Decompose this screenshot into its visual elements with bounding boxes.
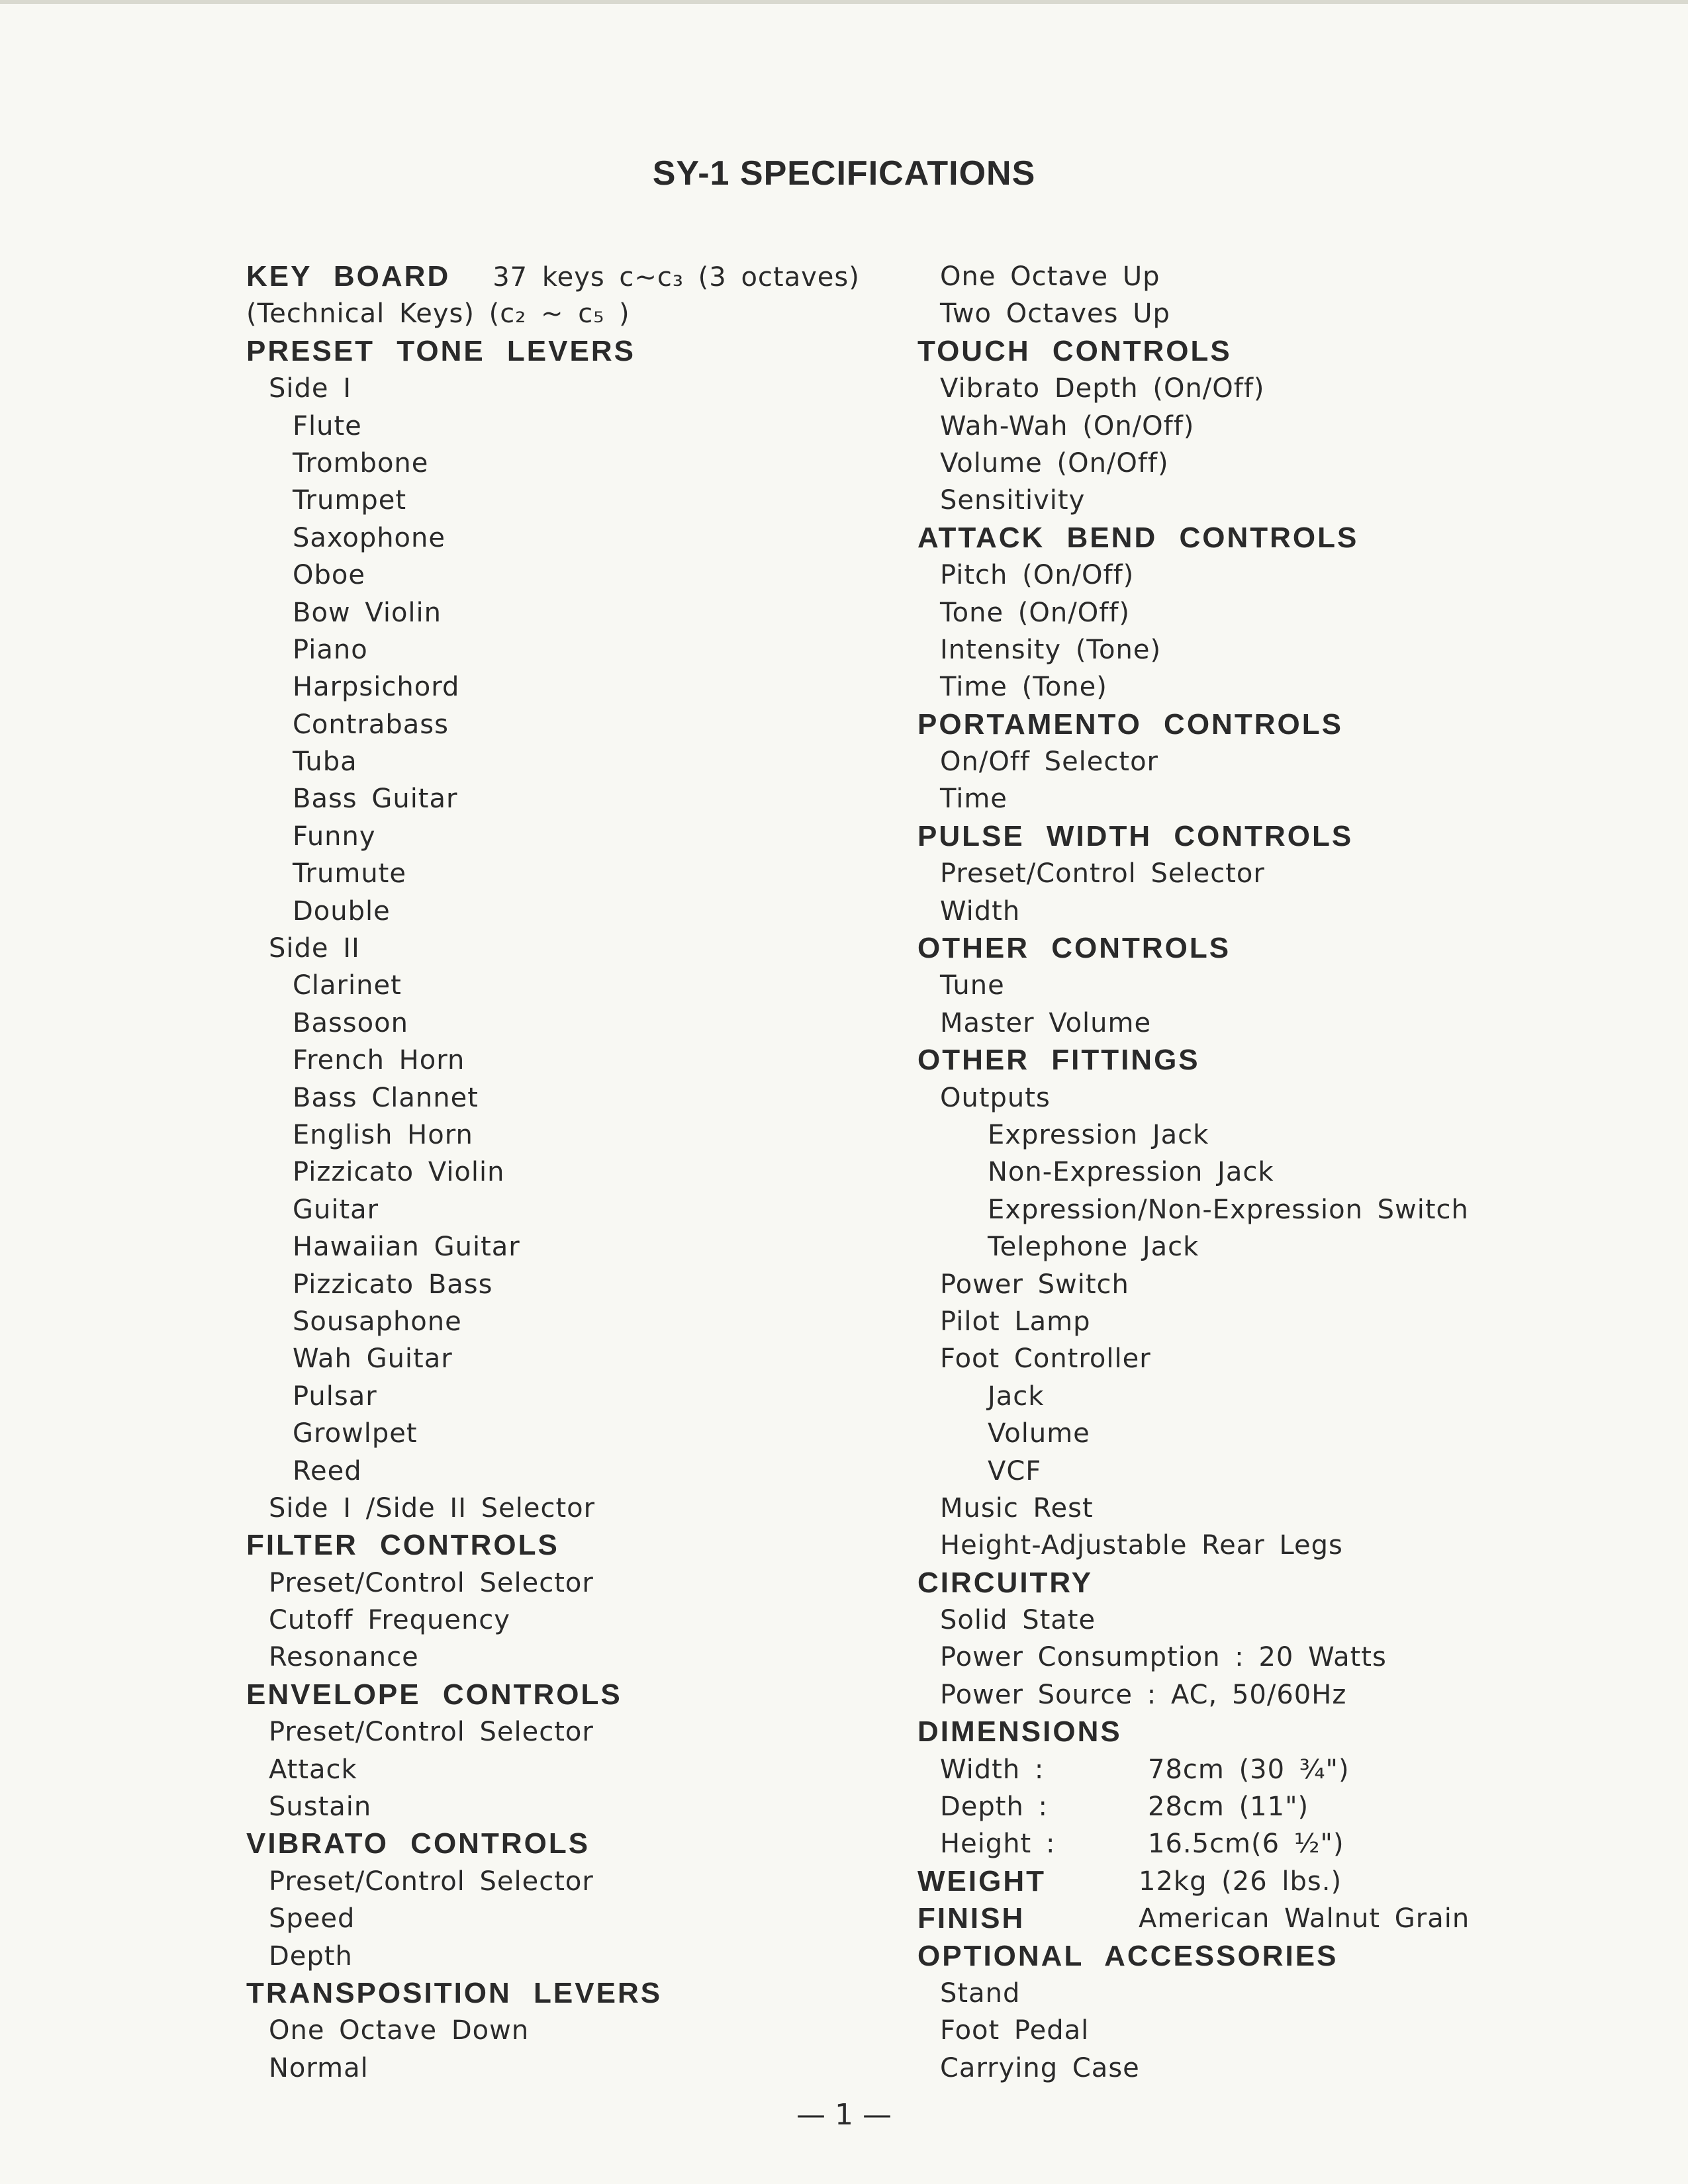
spec-item-tone-on-off: Tone (On/Off) (940, 597, 1130, 628)
spec-item-volume-on-off: Volume (On/Off) (940, 447, 1169, 478)
spec-item-time: Time (940, 784, 1008, 815)
spec-item-cutoff-frequency: Cutoff Frequency (269, 1605, 510, 1636)
dimension-row (917, 1825, 1553, 1862)
finish-value: American Walnut Grain (1139, 1903, 1470, 1934)
spec-item-telephone-jack: Telephone Jack (988, 1232, 1199, 1263)
spec-item-normal: Normal (269, 2052, 369, 2083)
spec-item-master-volume: Master Volume (940, 1007, 1152, 1038)
spec-item-double: Double (293, 895, 391, 927)
weight-row (917, 1863, 1553, 1900)
section-heading-envelope-controls: ENVELOPE CONTROLS (246, 1678, 622, 1711)
spec-item-piano: Piano (293, 634, 368, 665)
spec-item-speed: Speed (269, 1903, 355, 1934)
spec-item-bass-guitar: Bass Guitar (293, 784, 458, 815)
spec-item-side-i-side-ii-selector: Side I /Side II Selector (269, 1492, 596, 1524)
spec-item-funny: Funny (293, 821, 376, 852)
spec-item-non-expression-jack: Non-Expression Jack (988, 1157, 1274, 1188)
spec-item-sousaphone: Sousaphone (293, 1306, 462, 1337)
spec-item-trombone: Trombone (293, 447, 429, 478)
spec-item-technical-keys-c-c: (Technical Keys) (c₂ ~ c₅ ) (246, 298, 630, 330)
spec-item-vibrato-depth-on-off: Vibrato Depth (On/Off) (940, 373, 1265, 404)
spec-item-volume: Volume (988, 1418, 1090, 1449)
section-heading-other-fittings: OTHER FITTINGS (917, 1044, 1200, 1077)
spec-item-jack: Jack (988, 1381, 1045, 1412)
dimension-row (917, 1751, 1553, 1788)
spec-item-preset-control-selector: Preset/Control Selector (269, 1567, 594, 1598)
section-heading-transposition-levers: TRANSPOSITION LEVERS (246, 1976, 663, 2009)
spec-item-one-octave-up: One Octave Up (940, 261, 1160, 292)
dimension-value: 28cm (11") (1148, 1792, 1309, 1823)
section-heading-portamento-controls: PORTAMENTO CONTROLS (917, 707, 1343, 741)
spec-item-two-octaves-up: Two Octaves Up (940, 298, 1170, 330)
page-top-edge (0, 0, 1688, 4)
page-number: — 1 — (796, 2098, 892, 2132)
spec-item-bass-clannet: Bass Clannet (293, 1082, 479, 1113)
spec-item-preset-control-selector: Preset/Control Selector (940, 858, 1265, 889)
spec-item-pizzicato-bass: Pizzicato Bass (293, 1269, 493, 1300)
spec-item-pilot-lamp: Pilot Lamp (940, 1306, 1091, 1337)
spec-item-bow-violin: Bow Violin (293, 597, 442, 628)
section-heading-other-controls: OTHER CONTROLS (917, 932, 1231, 965)
dimension-label: Depth : (940, 1792, 1049, 1823)
spec-item-height-adjustable-rear-legs: Height-Adjustable Rear Legs (940, 1530, 1343, 1561)
section-heading-preset-tone-levers: PRESET TONE LEVERS (246, 334, 635, 367)
section-heading-dimensions: DIMENSIONS (917, 1715, 1122, 1749)
spec-item-sustain: Sustain (269, 1792, 372, 1823)
spec-item-tuba: Tuba (293, 747, 357, 778)
spec-item-outputs: Outputs (940, 1082, 1051, 1113)
spec-item-carrying-case: Carrying Case (940, 2052, 1140, 2083)
section-heading-pulse-width-controls: PULSE WIDTH CONTROLS (917, 819, 1354, 852)
spec-item-sensitivity: Sensitivity (940, 485, 1086, 516)
spec-item-trumute: Trumute (293, 858, 406, 889)
spec-item-saxophone: Saxophone (293, 522, 445, 553)
spec-item-preset-control-selector: Preset/Control Selector (269, 1717, 594, 1748)
spec-item-oboe: Oboe (293, 560, 365, 591)
spec-item-intensity-tone: Intensity (Tone) (940, 634, 1162, 665)
spec-item-clarinet: Clarinet (293, 970, 402, 1001)
section-heading-weight: WEIGHT (917, 1864, 1046, 1897)
spec-item-attack: Attack (269, 1754, 357, 1785)
spec-item-hawaiian-guitar: Hawaiian Guitar (293, 1232, 520, 1263)
section-heading-key-board: KEY BOARD 37 keys c~c₃ (3 octaves) (246, 260, 860, 293)
spec-item-trumpet: Trumpet (293, 485, 406, 516)
spec-item-power-source-ac-50-60hz: Power Source : AC, 50/60Hz (940, 1679, 1347, 1710)
spec-item-music-rest: Music Rest (940, 1492, 1094, 1524)
dimension-row (917, 1788, 1553, 1825)
spec-item-preset-control-selector: Preset/Control Selector (269, 1866, 594, 1897)
dimension-value: 78cm (30 ¾") (1148, 1754, 1350, 1785)
spec-item-reed: Reed (293, 1455, 362, 1486)
spec-item-expression-jack: Expression Jack (988, 1119, 1209, 1150)
spec-item-stand: Stand (940, 1978, 1021, 2009)
dimension-label: Height : (940, 1829, 1056, 1860)
spec-item-french-horn: French Horn (293, 1045, 465, 1076)
spec-item-bassoon: Bassoon (293, 1007, 408, 1038)
spec-item-side-ii: Side II (269, 933, 360, 964)
section-heading-attack-bend-controls: ATTACK BEND CONTROLS (917, 521, 1359, 554)
left-column (246, 258, 908, 2087)
spec-item-width: Width (940, 895, 1021, 927)
spec-item-side-i: Side I (269, 373, 352, 404)
spec-item-vcf: VCF (988, 1455, 1042, 1486)
spec-item-harpsichord: Harpsichord (293, 672, 460, 703)
dimension-value: 16.5cm(6 ½") (1148, 1829, 1344, 1860)
spec-item-pulsar: Pulsar (293, 1381, 377, 1412)
spec-item-english-horn: English Horn (293, 1119, 473, 1150)
dimension-label: Width : (940, 1754, 1045, 1785)
spec-item-wah-wah-on-off: Wah-Wah (On/Off) (940, 410, 1195, 441)
spec-item-on-off-selector: On/Off Selector (940, 747, 1158, 778)
spec-item-contrabass: Contrabass (293, 709, 449, 740)
page-title: SY-1 SPECIFICATIONS (652, 154, 1036, 193)
spec-item-power-switch: Power Switch (940, 1269, 1129, 1300)
section-heading-optional-accessories: OPTIONAL ACCESSORIES (917, 1939, 1338, 1972)
spec-item-pitch-on-off: Pitch (On/Off) (940, 560, 1135, 591)
spec-item-one-octave-down: One Octave Down (269, 2015, 530, 2046)
spec-item-pizzicato-violin: Pizzicato Violin (293, 1157, 505, 1188)
spec-item-wah-guitar: Wah Guitar (293, 1343, 453, 1375)
spec-item-foot-pedal: Foot Pedal (940, 2015, 1090, 2046)
keyboard-value: 37 keys c~c₃ (3 octaves) (492, 262, 860, 293)
spec-item-time-tone: Time (Tone) (940, 672, 1107, 703)
spec-item-solid-state: Solid State (940, 1605, 1096, 1636)
spec-item-guitar: Guitar (293, 1194, 379, 1225)
weight-value: 12kg (26 lbs.) (1139, 1866, 1342, 1897)
section-heading-filter-controls: FILTER CONTROLS (246, 1529, 559, 1562)
section-heading-touch-controls: TOUCH CONTROLS (917, 334, 1232, 367)
spec-item-expression-non-expression-switch: Expression/Non-Expression Switch (988, 1194, 1469, 1225)
spec-item-resonance: Resonance (269, 1642, 419, 1673)
section-heading-circuitry: CIRCUITRY (917, 1566, 1093, 1599)
spec-item-tune: Tune (940, 970, 1005, 1001)
section-heading-vibrato-controls: VIBRATO CONTROLS (246, 1827, 590, 1860)
spec-item-foot-controller: Foot Controller (940, 1343, 1151, 1375)
spec-item-power-consumption-20-watts: Power Consumption : 20 Watts (940, 1642, 1387, 1673)
right-column (917, 258, 1553, 2087)
spec-item-depth: Depth (269, 1940, 353, 1972)
finish-row (917, 1900, 1553, 1937)
spec-item-growlpet: Growlpet (293, 1418, 418, 1449)
section-heading-finish: FINISH (917, 1902, 1025, 1935)
spec-item-flute: Flute (293, 410, 362, 441)
